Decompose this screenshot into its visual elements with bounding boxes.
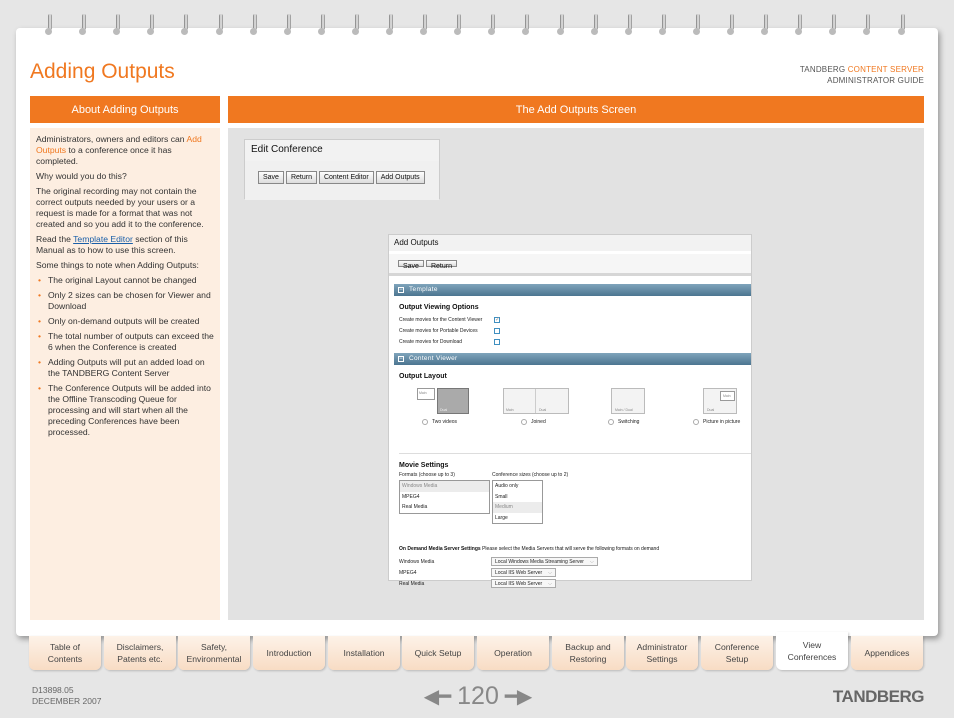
notes-list <box>36 275 214 438</box>
movie-settings-title: Movie Settings <box>399 462 449 469</box>
select-value: Local IIS Web Server <box>495 569 543 576</box>
intro-text: Administrators, owners and editors can <box>36 134 187 144</box>
chevron-down-icon: ⌵ <box>548 569 552 576</box>
option-label: Create movies for Portable Devices <box>399 327 478 334</box>
screenshot-panel <box>228 128 924 620</box>
list-item[interactable]: Medium <box>493 502 542 513</box>
tab-view-conferences[interactable]: View Conferences <box>776 632 848 670</box>
about-text-panel <box>30 128 220 620</box>
viewing-options-title: Output Viewing Options <box>399 304 479 311</box>
binding-ring <box>184 14 188 36</box>
output-layout-title: Output Layout <box>399 373 447 380</box>
page-title: Adding Outputs <box>30 60 175 83</box>
template-section-bar[interactable] <box>394 284 751 296</box>
binding-ring <box>560 14 564 36</box>
note-item: • Only 2 sizes can be chosen for Viewer and Download <box>36 290 214 312</box>
tab-administrator-settings[interactable]: Administrator Settings <box>626 636 698 670</box>
dual-label: Dual <box>707 408 715 412</box>
add-outputs-title: Add Outputs <box>389 235 751 251</box>
ods-format-label: Windows Media <box>399 558 435 565</box>
dual-label: Dual <box>440 408 448 412</box>
media-server-select[interactable] <box>491 557 598 566</box>
binding-ring <box>866 14 870 36</box>
notes-intro: Some things to note when Adding Outputs: <box>36 260 199 270</box>
binding-ring <box>457 14 461 36</box>
binding-ring <box>423 14 427 36</box>
viewing-option-row <box>399 325 751 336</box>
tab-conference-setup[interactable]: Conference Setup <box>701 636 773 670</box>
binding-ring <box>116 14 120 36</box>
brand-guide: ADMINISTRATOR GUIDE <box>827 76 924 85</box>
note-item: • The total number of outputs can exceed the 6 when the Conference is created <box>36 331 214 353</box>
ods-row <box>399 556 751 567</box>
ods-format-label: MPEG4 <box>399 569 417 576</box>
save-button[interactable]: Save <box>258 171 284 184</box>
formats-group <box>399 472 490 524</box>
binding-ring <box>150 14 154 36</box>
tab-table-of-contents[interactable]: Table of Contents <box>29 636 101 670</box>
list-item[interactable]: Real Media <box>402 504 428 510</box>
save-button[interactable]: Save <box>398 260 424 267</box>
formats-listbox[interactable] <box>399 480 490 514</box>
binding-ring <box>82 14 86 36</box>
why-question: Why would you do this? <box>36 171 127 181</box>
collapse-icon[interactable]: − <box>399 356 403 362</box>
note-item: • The original Layout cannot be changed <box>36 275 214 286</box>
read-text-end: section of this Manual as to how to use this screen. <box>36 234 188 255</box>
list-item[interactable]: Windows Media <box>400 481 489 492</box>
chevron-down-icon: ⌵ <box>548 580 552 587</box>
layout-label: Joined <box>531 419 546 425</box>
tandberg-logo: TANDBERG <box>832 687 924 706</box>
sizes-group <box>492 472 568 524</box>
guide-brand <box>800 64 924 86</box>
next-page-arrow-icon[interactable]: ━▶ <box>504 685 533 708</box>
tab-backup-restoring[interactable]: Backup and Restoring <box>552 636 624 670</box>
binding-ring <box>696 14 700 36</box>
layout-label: Picture in picture <box>703 419 741 425</box>
binding-ring <box>389 14 393 36</box>
template-bar-label: Template <box>409 286 438 293</box>
binding-ring <box>355 14 359 36</box>
binding-ring <box>525 14 529 36</box>
viewing-option-row <box>399 314 751 325</box>
layout-label: Switching <box>618 419 640 425</box>
content-viewer-section-bar[interactable] <box>394 353 751 365</box>
read-text: Read the <box>36 234 74 244</box>
download-checkbox[interactable] <box>494 339 500 345</box>
note-item: • The Conference Outputs will be added into the Offline Transcoding Queue for processing and will start when all the preceding Conferences have been processed. <box>36 383 214 438</box>
tab-installation[interactable]: Installation <box>328 636 400 670</box>
read-paragraph <box>36 234 214 256</box>
list-item[interactable]: Audio only <box>495 483 519 489</box>
radio-icon[interactable] <box>521 419 527 425</box>
divider <box>399 453 751 454</box>
return-button[interactable]: Return <box>426 260 457 267</box>
tab-appendices[interactable]: Appendices <box>851 636 923 670</box>
page-number: 120 <box>457 681 499 710</box>
media-server-select[interactable] <box>491 568 556 577</box>
layout-two-videos[interactable] <box>417 388 472 425</box>
layout-label: Two videos <box>432 419 458 425</box>
add-outputs-button[interactable]: Add Outputs <box>376 171 425 184</box>
tab-introduction[interactable]: Introduction <box>253 636 325 670</box>
template-editor-link[interactable]: Template Editor <box>73 234 133 244</box>
radio-icon[interactable] <box>608 419 614 425</box>
intro-paragraph <box>36 134 214 167</box>
on-demand-settings-heading <box>399 546 751 552</box>
edit-conference-toolbar <box>245 161 439 200</box>
document-info <box>32 685 101 707</box>
option-label: Create movies for Download <box>399 338 463 345</box>
tab-disclaimers[interactable]: Disclaimers, Patents etc. <box>104 636 176 670</box>
collapse-icon[interactable]: − <box>399 287 403 293</box>
page-navigation <box>418 681 538 711</box>
select-value: Local IIS Web Server <box>495 580 543 587</box>
binding-ring <box>798 14 802 36</box>
select-value: Local Windows Media Streaming Server <box>495 558 584 565</box>
prev-page-arrow-icon[interactable]: ◀━ <box>423 685 452 708</box>
content-editor-button[interactable]: Content Editor <box>319 171 374 184</box>
binding-ring <box>594 14 598 36</box>
chevron-down-icon: ⌵ <box>589 558 594 565</box>
ods-title: On Demand Media Server Settings <box>399 546 481 552</box>
binding-ring <box>662 14 666 36</box>
document-date: DECEMBER 2007 <box>32 696 102 706</box>
layout-switching[interactable] <box>611 388 645 425</box>
movie-settings <box>399 472 751 524</box>
main-label: Main <box>419 391 427 395</box>
formats-label: Formats (choose up to 3) <box>399 472 455 478</box>
layout-joined[interactable] <box>503 388 569 425</box>
viewing-option-row <box>399 336 751 347</box>
content-viewer-checkbox[interactable]: ✓ <box>495 316 501 323</box>
ods-row <box>399 578 751 589</box>
binding-ring <box>48 14 52 36</box>
add-outputs-screenshot <box>388 234 752 587</box>
radio-icon[interactable] <box>693 419 699 425</box>
binding-ring <box>321 14 325 36</box>
option-label: Create movies for the Content Viewer <box>399 316 483 323</box>
chapter-tabs <box>29 636 925 670</box>
brand-name: TANDBERG <box>799 65 848 74</box>
dual-label: Dual <box>539 408 547 412</box>
list-item[interactable]: Small <box>495 493 508 500</box>
ods-description: Please select the Media Servers that will serve the following formats on demand <box>480 546 660 552</box>
media-server-select[interactable] <box>491 579 556 588</box>
main-label: Main <box>506 408 514 412</box>
main-dual-label: Main / Dual <box>615 408 633 412</box>
list-item[interactable]: Large <box>495 514 508 521</box>
edit-conference-title: Edit Conference <box>245 140 439 161</box>
brand-product: CONTENT SERVER <box>847 65 924 74</box>
intro-text-end: to a conference once it has completed. <box>36 145 172 166</box>
main-label: Main <box>723 394 731 398</box>
sizes-label: Conference sizes (choose up to 2) <box>492 472 569 478</box>
page-sheet <box>16 28 938 636</box>
tab-quick-setup[interactable]: Quick Setup <box>402 636 474 670</box>
list-item[interactable]: MPEG4 <box>402 493 420 500</box>
return-button[interactable]: Return <box>286 171 317 184</box>
note-item: • Adding Outputs will put an added load on the TANDBERG Content Server <box>36 357 214 379</box>
binding-ring <box>730 14 734 36</box>
binding-ring <box>491 14 495 36</box>
sizes-listbox[interactable] <box>492 480 543 524</box>
spiral-binding <box>48 14 918 40</box>
binding-ring <box>832 14 836 36</box>
tab-safety[interactable]: Safety, Environmental <box>178 636 250 670</box>
radio-icon[interactable] <box>422 419 428 425</box>
add-outputs-toolbar <box>389 254 751 276</box>
layout-picture-in-picture[interactable] <box>693 388 749 425</box>
document-id: D13898.05 <box>32 685 74 695</box>
portable-devices-checkbox[interactable] <box>494 328 500 334</box>
ods-format-label: Real Media <box>399 580 425 587</box>
viewer-bar-label: Content Viewer <box>409 355 458 362</box>
tab-operation[interactable]: Operation <box>477 636 549 670</box>
binding-ring <box>901 14 905 36</box>
add-outputs-link[interactable]: Add Outputs <box>36 134 202 155</box>
binding-ring <box>253 14 257 36</box>
why-answer: The original recording may not contain the correct outputs needed by your users or a request is made for a format that was not created and so you add it to the conference. <box>36 186 204 229</box>
left-section-header: About Adding Outputs <box>30 96 220 123</box>
binding-ring <box>219 14 223 36</box>
binding-ring <box>628 14 632 36</box>
binding-ring <box>287 14 291 36</box>
binding-ring <box>764 14 768 36</box>
right-section-header: The Add Outputs Screen <box>228 96 924 123</box>
layout-options <box>399 383 751 453</box>
edit-conference-screenshot <box>244 139 440 199</box>
note-item: • Only on-demand outputs will be created <box>36 316 214 327</box>
ods-row <box>399 567 751 578</box>
